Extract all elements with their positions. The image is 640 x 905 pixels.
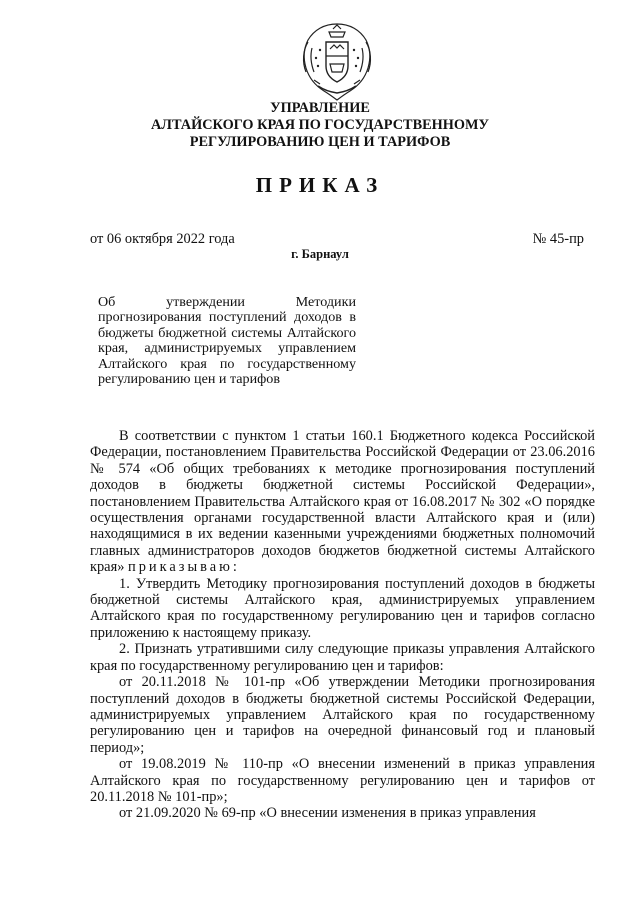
order-item: 2. Признать утратившими силу следующие приказы управления Алтайского края по государственному регулированию цен и тарифов: — [90, 641, 595, 674]
order-item: 1. Утвердить Методику прогнозирования поступлений доходов в бюджеты бюджетной системы Алтайского края, администрируемых управлением Алтайского края по государственному регулированию цен и тарифов согласно приложению к настоящему приказу. — [90, 575, 595, 641]
document-body — [90, 428, 595, 822]
authority-name — [100, 100, 540, 151]
repealed-order: от 19.08.2019 № 110-пр «О внесении изменений в приказ управления Алтайского края по государственному регулированию цен и тарифов от 20.11.2018 № 101-пр»; — [90, 756, 595, 805]
authority-line: АЛТАЙСКОГО КРАЯ ПО ГОСУДАРСТВЕННОМУ — [150, 117, 489, 133]
document-date: от 06 октября 2022 года — [90, 231, 235, 247]
repealed-order: от 21.09.2020 № 69-пр «О внесении изменения в приказ управления — [119, 805, 536, 822]
coat-of-arms-icon — [294, 18, 380, 104]
preamble-text: В соответствии с пунктом 1 статьи 160.1 Бюджетного кодекса Российской Федерации, постановлением Правительства Российской Федерации от 23.06.2016 № 574 «Об общих требованиях к методике прогнозирования поступлений доходов в бюджеты бюджетной системы Российской Федерации», постановлением Правительства Алтайского края от 16.08.2017 № 302 «О порядке осуществления органами государственной власти Алтайского края и (или) находящимися в их ведении казенными учреждениями бюджетных полномочий главных администраторов доходов бюджетов бюджетной системы Алтайского края» — [90, 428, 595, 576]
authority-line: РЕГУЛИРОВАНИЮ ЦЕН И ТАРИФОВ — [189, 134, 451, 150]
document-number: № 45-пр — [532, 231, 584, 247]
preamble-paragraph — [90, 428, 595, 576]
document-type-title: ПРИКАЗ — [255, 173, 385, 197]
document-city: г. Барнаул — [291, 247, 349, 261]
authority-line: УПРАВЛЕНИЕ — [270, 100, 370, 116]
repealed-order: от 20.11.2018 № 101-пр «Об утверждении Методики прогнозирования поступлений доходов в бюджеты бюджетной системы Российской Федерации, администрируемых управлением Алтайского края по государственному регулированию цен и тарифов на очередной финансовый год и плановый период»; — [90, 674, 595, 756]
document-subject: Об утверждении Методики прогнозирования поступлений доходов в бюджеты бюджетной системы Алтайского края, администрируемых управлением Алтайского края по государственному регулированию цен и тарифов — [98, 294, 356, 388]
order-word: приказываю: — [128, 559, 240, 576]
